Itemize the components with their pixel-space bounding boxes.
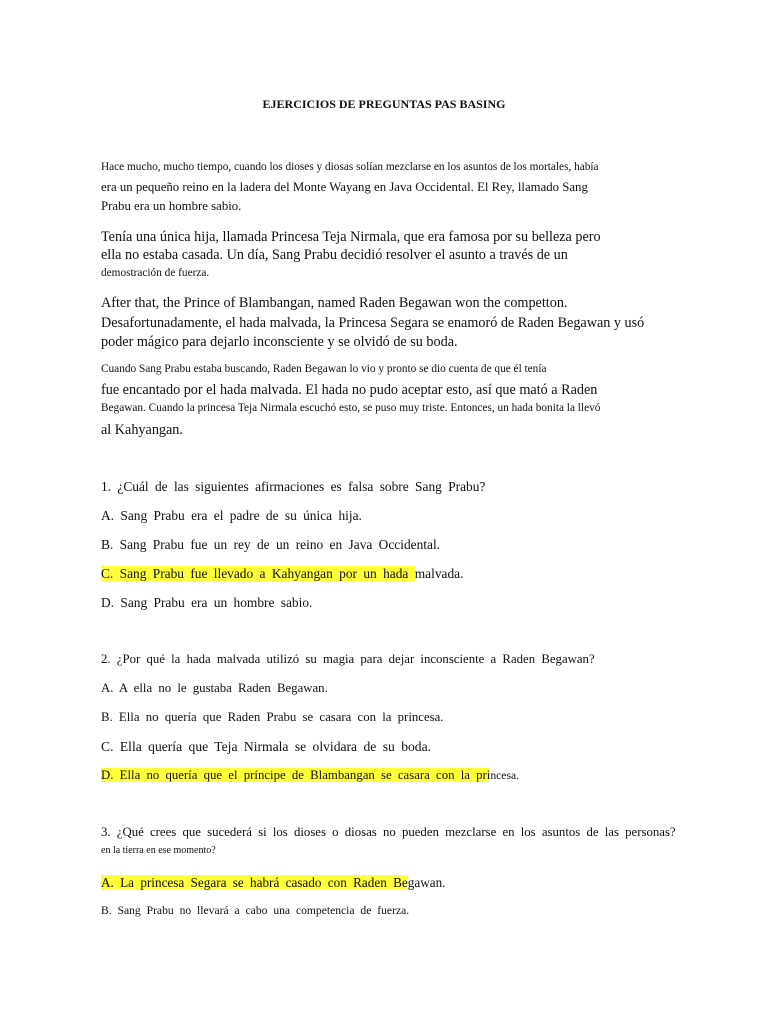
passage-line: ella no estaba casada. Un día, Sang Prabu decidió resolver el asunto a través de un bbox=[101, 247, 568, 263]
passage-line: Desafortunadamente, el hada malvada, la Princesa Segara se enamoró de Raden Begawan y usó bbox=[101, 315, 645, 331]
question-2-option-d bbox=[101, 768, 519, 783]
highlighted-answer: A. La princesa Segara se habrá casado con Raden Be bbox=[101, 875, 408, 890]
passage-line: After that, the Prince of Blambangan, named Raden Begawan won the competton. bbox=[101, 295, 568, 311]
passage-line: Prabu era un hombre sabio. bbox=[101, 199, 242, 213]
passage-line: poder mágico para dejarlo inconsciente y se olvidó de su boda. bbox=[101, 334, 458, 350]
passage-line: fue encantado por el hada malvada. El hada no pudo aceptar esto, así que mató a Raden bbox=[101, 382, 598, 398]
question-1: 1. ¿Cuál de las siguientes afirmaciones es falsa sobre Sang Prabu? bbox=[101, 479, 486, 494]
passage-line: demostración de fuerza. bbox=[101, 267, 210, 279]
passage-line: Tenía una única hija, llamada Princesa Teja Nirmala, que era famosa por su belleza pero bbox=[101, 229, 601, 245]
passage-line: al Kahyangan. bbox=[101, 422, 183, 438]
passage-line: era un pequeño reino en la ladera del Monte Wayang en Java Occidental. El Rey, llamado Sang bbox=[101, 180, 588, 194]
question-2-option-b: B. Ella no quería que Raden Prabu se casara con la princesa. bbox=[101, 710, 444, 724]
question-1-option-c bbox=[101, 566, 463, 582]
highlighted-answer: D. Ella no quería que el príncipe de Blambangan se casara con la pri bbox=[101, 768, 491, 782]
question-1-option-a: A. Sang Prabu era el padre de su única hija. bbox=[101, 508, 362, 523]
passage-line: Hace mucho, mucho tiempo, cuando los dioses y diosas solían mezclarse en los asuntos de los mortales, había bbox=[101, 161, 599, 173]
question-3-continuation: en la tierra en ese momento? bbox=[101, 845, 216, 856]
question-3-option-b: B. Sang Prabu no llevará a cabo una competencia de fuerza. bbox=[101, 904, 410, 917]
question-2-option-c: C. Ella quería que Teja Nirmala se olvidara de su boda. bbox=[101, 739, 432, 754]
question-3-option-a bbox=[101, 875, 445, 891]
question-3: 3. ¿Qué crees que sucederá si los dioses o diosas no pueden mezclarse en los asuntos de las personas? bbox=[101, 825, 676, 839]
option-text-rest: ncesa. bbox=[490, 769, 520, 782]
question-2-option-a: A. A ella no le gustaba Raden Begawan. bbox=[101, 681, 328, 695]
question-2: 2. ¿Por qué la hada malvada utilizó su magia para dejar inconsciente a Raden Begawan? bbox=[101, 652, 595, 666]
passage-line: Cuando Sang Prabu estaba buscando, Raden Begawan lo vio y pronto se dio cuenta de que él tenía bbox=[101, 363, 547, 375]
option-text-rest: gawan. bbox=[407, 875, 446, 890]
highlighted-answer: C. Sang Prabu fue llevado a Kahyangan por un hada bbox=[101, 566, 415, 581]
question-1-option-d: D. Sang Prabu era un hombre sabio. bbox=[101, 595, 313, 610]
question-1-option-b: B. Sang Prabu fue un rey de un reino en Java Occidental. bbox=[101, 537, 441, 552]
document-title: EJERCICIOS DE PREGUNTAS PAS BASING bbox=[262, 97, 506, 111]
option-text-rest: malvada. bbox=[414, 566, 464, 581]
passage-line: Begawan. Cuando la princesa Teja Nirmala escuchó esto, se puso muy triste. Entonces, un hada bonita la llevó bbox=[101, 402, 601, 414]
